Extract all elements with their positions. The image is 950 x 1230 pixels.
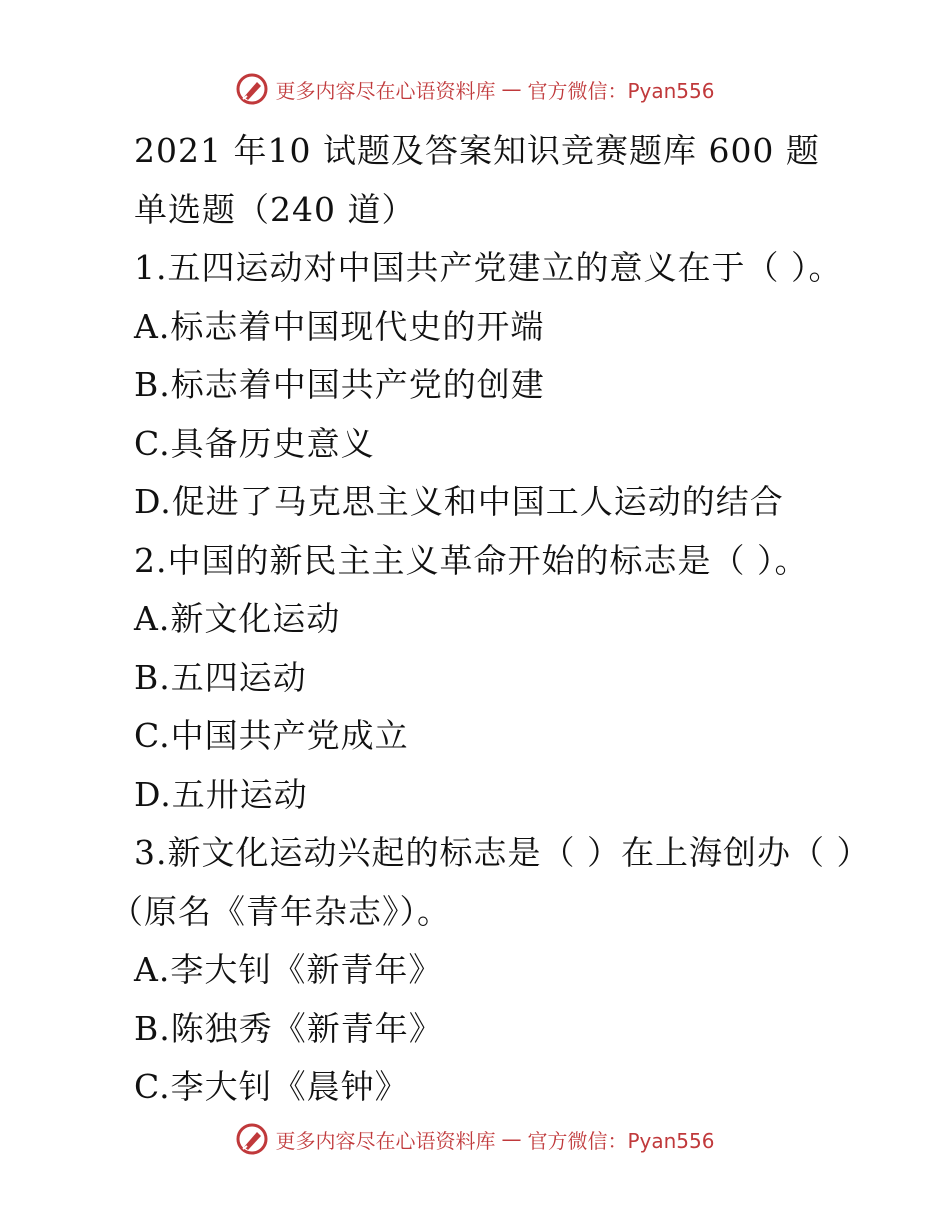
watermark-brand: 更多内容尽在心语资料库 — [275, 78, 496, 103]
answer-option: C.中国共产党成立 — [134, 716, 409, 755]
watermark-brand: 更多内容尽在心语资料库 — [275, 1128, 496, 1153]
answer-option: B.五四运动 — [134, 657, 307, 697]
answer-option: C.李大钊《晨钟》 — [134, 1067, 409, 1106]
answer-option: C.具备历史意义 — [134, 423, 375, 463]
document-body — [0, 122, 950, 1117]
question-stem: 2.中国的新民主主义革命开始的标志是（ ）。 — [134, 540, 809, 580]
answer-option: D.五卅运动 — [134, 774, 308, 814]
answer-option: A.李大钊《新青年》 — [134, 950, 443, 989]
fountain-pen-logo-icon — [235, 72, 269, 106]
answer-option: A.标志着中国现代史的开端 — [134, 306, 545, 346]
document-title: 2021 年10 试题及答案知识竞赛题库 600 题 — [134, 131, 820, 170]
question-stem: 3.新文化运动兴起的标志是（ ）在上海创办（ ） — [134, 833, 871, 872]
fountain-pen-logo-icon — [235, 1122, 269, 1156]
answer-option: D.促进了马克思主义和中国工人运动的结合 — [134, 482, 784, 521]
section-heading: 单选题（240 道） — [134, 189, 416, 229]
watermark-banner-top — [0, 72, 950, 106]
answer-option: B.陈独秀《新青年》 — [134, 1008, 443, 1048]
question-stem: 1.五四运动对中国共产党建立的意义在于（ ）。 — [134, 248, 843, 287]
watermark-banner-bottom — [0, 1122, 950, 1156]
answer-option: A.新文化运动 — [134, 599, 341, 638]
watermark-contact: 官方微信：Pyan556 — [527, 78, 715, 103]
watermark-separator: — — [501, 77, 522, 101]
question-stem-continuation: （原名《青年杂志》）。 — [110, 891, 451, 931]
watermark-separator: — — [501, 1127, 522, 1151]
answer-option: B.标志着中国共产党的创建 — [134, 365, 545, 404]
watermark-contact: 官方微信：Pyan556 — [527, 1128, 715, 1153]
